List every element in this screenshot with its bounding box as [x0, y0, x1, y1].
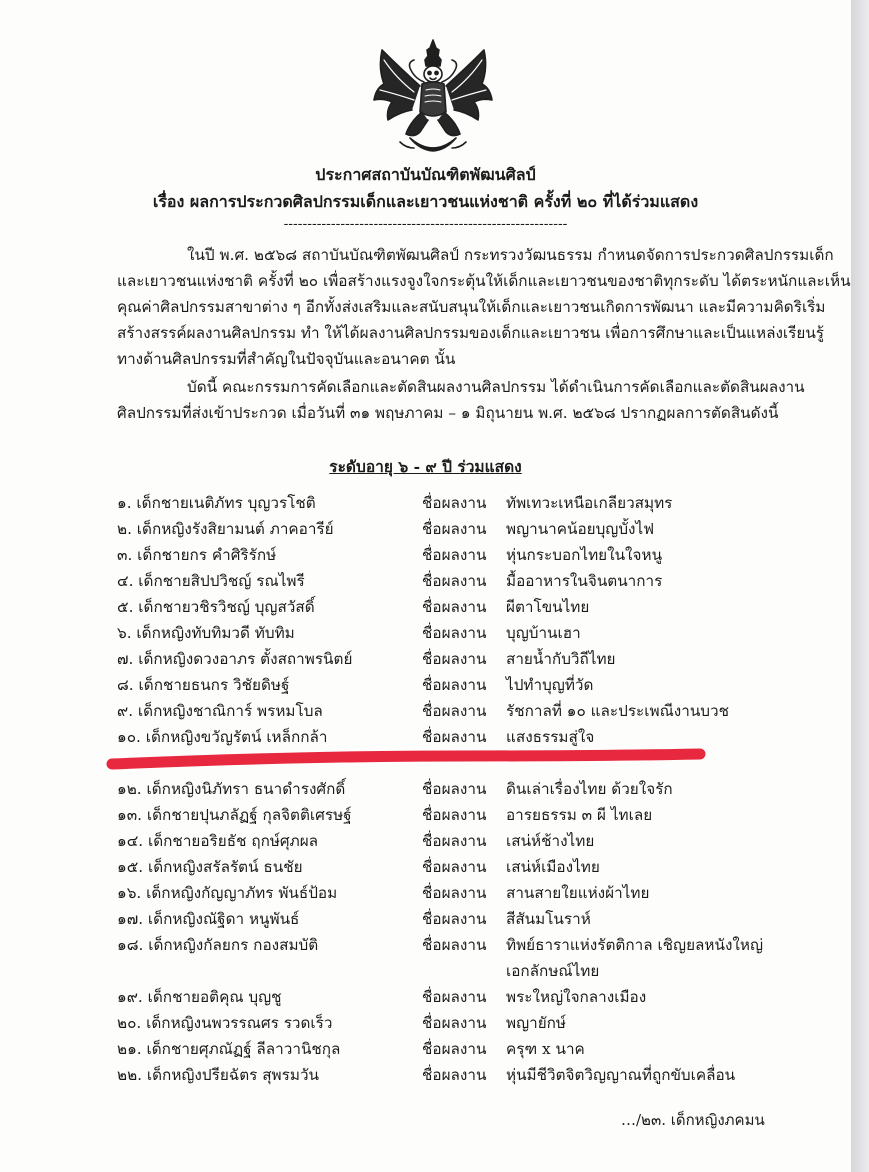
entry-work-title: บุญบ้านเฮา	[506, 624, 581, 642]
entry-work-label: ชื่อผลงาน	[422, 936, 487, 954]
entry-name: ๑๒. เด็กหญิงนิภัทรา ธนาดำรงศักดิ์	[117, 780, 346, 798]
section-heading: ระดับอายุ ๖ - ๙ ปี ร่วมแสดง	[329, 457, 522, 476]
intro-line: สร้างสรรค์ผลงานศิลปกรรม ทำ ให้ได้ผลงานศิลปกรรมของเด็กและเยาวชน เพื่อการศึกษาและเป็นแหล่งเรียนรู้	[117, 324, 825, 342]
entry-work-title: สายน้ำกับวิถีไทย	[506, 650, 616, 668]
intro-line: คุณค่าศิลปกรรมสาขาต่าง ๆ อีกทั้งส่งเสริมและสนับสนุนให้เด็กและเยาวชนเกิดการพัฒนา และมีความคิดริเริ่ม	[117, 298, 826, 316]
intro-line: ในปี พ.ศ. ๒๕๖๘ สถาบันบัณฑิตพัฒนศิลป์ กระทรวงวัฒนธรรม กำหนดจัดการประกวดศิลปกรรมเด็ก	[187, 246, 834, 264]
entry-work-label: ชื่อผลงาน	[422, 650, 487, 668]
entry-work-title: ดินเล่าเรื่องไทย ด้วยใจรัก	[506, 780, 673, 798]
entry-row	[0, 776, 851, 802]
entry-row	[0, 1062, 851, 1088]
entry-work-label: ชื่อผลงาน	[422, 494, 487, 512]
entry-work-label: ชื่อผลงาน	[422, 884, 487, 902]
intro-line: ศิลปกรรมที่ส่งเข้าประกวด เมื่อวันที่ ๓๑ พฤษภาคม – ๑ มิถุนายน พ.ศ. ๒๕๖๘ ปรากฏผลการตัดสินดังนี้	[117, 404, 779, 422]
entry-work-title: ผีตาโขนไทย	[506, 598, 590, 616]
entry-row	[0, 646, 851, 672]
entry-work-title: แสงธรรมสู่ใจ	[506, 728, 595, 746]
page-edge-shadow	[851, 0, 869, 1172]
entry-row	[0, 620, 851, 646]
entry-name: ๓. เด็กชายกร คำศิริรักษ์	[117, 546, 277, 564]
entry-name: ๑๔. เด็กชายอริยธัช ฤกษ์ศุภผล	[117, 832, 319, 850]
entry-work-label: ชื่อผลงาน	[422, 676, 487, 694]
entry-name: ๒๒. เด็กหญิงปรียฉัตร สุพรมวัน	[117, 1066, 319, 1084]
announcement-title: ประกาศสถาบันบัณฑิตพัฒนศิลป์	[315, 165, 536, 184]
entry-row	[0, 906, 851, 932]
entry-row	[0, 542, 851, 568]
entry-work-label: ชื่อผลงาน	[422, 572, 487, 590]
entry-row	[0, 828, 851, 854]
entry-work-title: พระใหญ่ใจกลางเมือง	[506, 988, 647, 1006]
entry-work-title-continued: เอกลักษณ์ไทย	[506, 962, 600, 980]
intro-line: บัดนี้ คณะกรรมการคัดเลือกและตัดสินผลงานศิลปกรรม ได้ดำเนินการคัดเลือกและตัดสินผลงาน	[187, 378, 805, 396]
entry-name: ๕. เด็กชายวชิรวิชญ์ บุญสวัสดิ์	[117, 598, 315, 616]
entry-row	[0, 568, 851, 594]
entry-work-title: ทัพเทวะเหนือเกลียวสมุทร	[506, 494, 673, 512]
entry-name: ๑๘. เด็กหญิงกัลยกร กองสมบัติ	[117, 936, 319, 954]
entry-name: ๙. เด็กหญิงชาณิการ์ พรหมโบล	[117, 702, 323, 720]
entry-name: ๑๗. เด็กหญิงณัฐิดา หนูพันธ์	[117, 910, 300, 928]
entry-name: ๑๖. เด็กหญิงกัญญาภัทร พันธ์ป้อม	[117, 884, 338, 902]
entry-work-label: ชื่อผลงาน	[422, 832, 487, 850]
continuation-note: …/๒๓. เด็กหญิงภคมน	[621, 1111, 765, 1129]
entry-work-title: ไปทำบุญที่วัด	[506, 676, 594, 694]
entry-row	[0, 984, 851, 1010]
entry-work-title: หุ่นมีชีวิตจิตวิญญาณที่ถูกขับเคลื่อน	[506, 1066, 736, 1084]
entry-work-label: ชื่อผลงาน	[422, 858, 487, 876]
entry-work-label: ชื่อผลงาน	[422, 988, 487, 1006]
entry-name: ๗. เด็กหญิงดวงอาภร ตั้งสถาพรนิตย์	[117, 650, 353, 668]
entry-name: ๑๓. เด็กชายปุนภลัฏฐ์ กุลจิตติเศรษฐ์	[117, 806, 352, 824]
intro-line: ทางด้านศิลปกรรมที่สำคัญในปัจจุบันและอนาคต นั้น	[117, 350, 456, 368]
entry-name: ๒๑. เด็กชายศุภณัฏฐ์ ลีลาวานิชกุล	[117, 1040, 341, 1058]
entry-work-label: ชื่อผลงาน	[422, 728, 487, 746]
entry-work-label: ชื่อผลงาน	[422, 910, 487, 928]
entry-row	[0, 1010, 851, 1036]
entry-name: ๖. เด็กหญิงทับทิมวดี ทับทิม	[117, 624, 295, 642]
entry-name: ๑๕. เด็กหญิงสรัลรัตน์ ธนชัย	[117, 858, 303, 876]
entry-row	[0, 1036, 851, 1062]
announcement-subject: เรื่อง ผลการประกวดศิลปกรรมเด็กและเยาวชนแห่งชาติ ครั้งที่ ๒๐ ที่ได้ร่วมแสดง	[152, 192, 699, 211]
entry-work-title: มื้ออาหารในจินตนาการ	[506, 572, 663, 590]
entry-row	[0, 516, 851, 542]
entry-row	[0, 854, 851, 880]
title-separator: ------------------------------------------------------------	[283, 216, 568, 232]
garuda-emblem-icon	[370, 38, 496, 156]
entry-work-label: ชื่อผลงาน	[422, 702, 487, 720]
entry-work-title: ครุฑ x นาค	[506, 1040, 585, 1058]
entry-work-title: หุ่นกระบอกไทยในใจหนู	[506, 546, 663, 564]
entry-name: ๑๙. เด็กชายอติคุณ บุญชู	[117, 988, 282, 1006]
entry-work-title: เสน่ห์ช้างไทย	[506, 832, 595, 850]
entry-row	[0, 698, 851, 724]
entry-work-label: ชื่อผลงาน	[422, 624, 487, 642]
entry-row	[0, 802, 851, 828]
entry-work-title: อารยธรรม ๓ ผี ไทเลย	[506, 806, 653, 824]
entry-name: ๔. เด็กชายสิปปวิชญ์ รณไพรี	[117, 572, 305, 590]
entry-name: ๑๐. เด็กหญิงขวัญรัตน์ เหล็กกล้า	[117, 728, 328, 746]
entry-work-label: ชื่อผลงาน	[422, 520, 487, 538]
entry-name: ๒๐. เด็กหญิงนพวรรณศร รวดเร็ว	[117, 1014, 333, 1032]
entry-work-title: พญายักษ์	[506, 1014, 567, 1032]
entry-work-title: สานสายใยแห่งผ้าไทย	[506, 884, 650, 902]
entry-work-label: ชื่อผลงาน	[422, 598, 487, 616]
intro-line: และเยาวชนแห่งชาติ ครั้งที่ ๒๐ เพื่อสร้างแรงจูงใจกระตุ้นให้เด็กและเยาวชนของชาติทุกระดับ ได้ตระหนักและเห็น	[117, 272, 851, 290]
entry-name: ๘. เด็กชายธนกร วิชัยดิษฐ์	[117, 676, 290, 694]
entry-row	[0, 490, 851, 516]
entry-row	[0, 724, 851, 750]
entry-name: ๒. เด็กหญิงรังสิยามนต์ ภาคอารีย์	[117, 520, 334, 538]
entry-row	[0, 594, 851, 620]
entry-work-label: ชื่อผลงาน	[422, 1066, 487, 1084]
entry-row	[0, 932, 851, 984]
entry-name: ๑. เด็กชายเนติภัทร บุญวรโชติ	[117, 494, 316, 512]
entry-work-label: ชื่อผลงาน	[422, 546, 487, 564]
entry-work-label: ชื่อผลงาน	[422, 1014, 487, 1032]
entry-row	[0, 880, 851, 906]
entry-work-title: พญานาคน้อยบุญบั้งไฟ	[506, 520, 655, 538]
entry-work-label: ชื่อผลงาน	[422, 780, 487, 798]
entry-work-label: ชื่อผลงาน	[422, 806, 487, 824]
entry-work-title: ทิพย์ธาราแห่งรัตติกาล เชิญยลหนังใหญ่	[506, 936, 764, 954]
entry-work-title: รัชกาลที่ ๑๐ และประเพณีงานบวช	[506, 702, 729, 720]
entry-work-title: เสน่ห์เมืองไทย	[506, 858, 600, 876]
entry-row	[0, 672, 851, 698]
entry-work-label: ชื่อผลงาน	[422, 1040, 487, 1058]
entry-work-title: สีสันมโนราห์	[506, 910, 591, 928]
